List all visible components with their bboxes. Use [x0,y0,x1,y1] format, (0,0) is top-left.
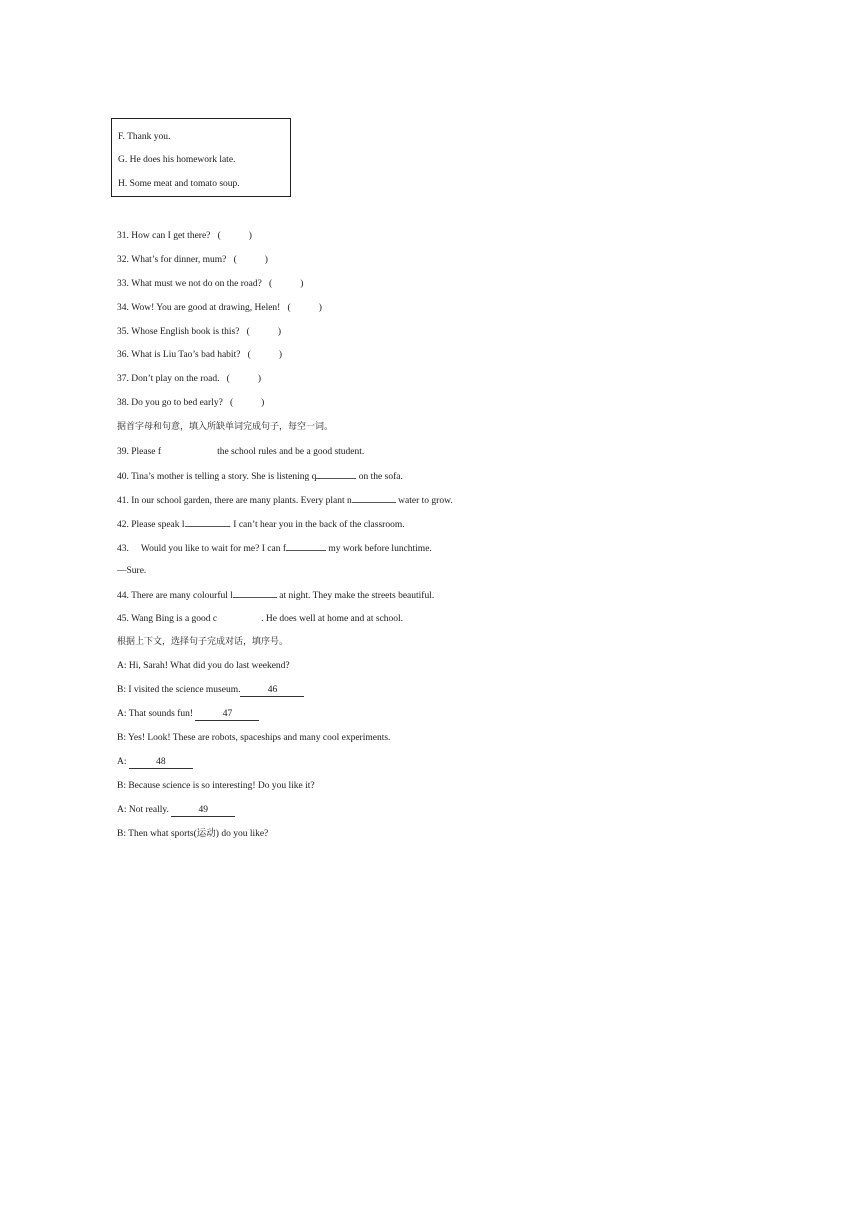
question-44: 44. There are many colourful l at night. They make the streets beautiful. [117,588,434,602]
question-35: 35. Whose English book is this? ( ) [117,326,286,338]
question-32: 32. What’s for dinner, mum? ( ) [117,254,273,266]
answer-paren: ( ) [217,231,252,241]
dialogue-line-3: A: That sounds fun! 47 [117,708,259,721]
question-31: 31. How can I get there? ( ) [117,230,257,242]
answer-paren: ( ) [226,374,262,384]
dialogue-line-8: B: Then what sports(运动) do you like? [117,829,269,839]
question-43-reply: —Sure. [117,566,147,576]
answer-blank-49[interactable]: 49 [171,805,235,817]
section-instruction-fill: 据首字母和句意，填入所缺单词完成句子，每空一词。 [117,422,334,432]
dialogue-line-5: A: 48 [117,756,193,769]
answer-paren: ( ) [233,255,268,265]
section-instruction-dialogue: 根据上下文，选择句子完成对话，填序号。 [117,637,289,647]
answer-blank-47[interactable]: 47 [195,709,259,721]
dialogue-line-4: B: Yes! Look! These are robots, spaceships and many cool experiments. [117,733,391,743]
question-39: 39. Please f the school rules and be a good student. [117,447,365,457]
question-43: 43. Would you like to wait for me? I can f my work before lunchtime. [117,541,432,555]
answer-blank[interactable] [352,493,396,503]
answer-blank[interactable] [286,541,326,551]
answer-blank[interactable] [316,469,356,479]
option-g: G. He does his homework late. [118,155,236,165]
answer-paren: ( ) [247,350,282,360]
answer-paren: ( ) [269,279,304,289]
question-33: 33. What must we not do on the road? ( ) [117,278,308,290]
answer-blank[interactable] [185,517,229,527]
question-45: 45. Wang Bing is a good c . He does well at home and at school. [117,614,404,624]
answer-paren: ( ) [246,327,281,337]
options-box [111,118,291,197]
question-41: 41. In our school garden, there are many plants. Every plant n water to grow. [117,493,453,507]
question-36: 36. What is Liu Tao’s bad habit? ( ) [117,349,287,361]
answer-blank-46[interactable]: 46 [240,685,304,697]
answer-paren: ( ) [230,398,265,408]
dialogue-line-2: B: I visited the science museum. 46 [117,684,304,697]
dialogue-line-1: A: Hi, Sarah! What did you do last weekend? [117,661,290,671]
option-h: H. Some meat and tomato soup. [118,179,240,189]
option-f: F. Thank you. [118,132,171,142]
dialogue-line-7: A: Not really. 49 [117,804,235,817]
question-34: 34. Wow! You are good at drawing, Helen! ( ) [117,302,327,314]
answer-paren: ( ) [287,303,322,313]
question-42: 42. Please speak l . I can’t hear you in the back of the classroom. [117,517,405,531]
dialogue-line-6: B: Because science is so interesting! Do you like it? [117,781,315,791]
answer-blank-48[interactable]: 48 [129,757,193,769]
question-40: 40. Tina’s mother is telling a story. She is listening q on the sofa. [117,469,403,483]
answer-blank[interactable] [233,588,277,598]
question-37: 37. Don’t play on the road. ( ) [117,373,266,385]
question-38: 38. Do you go to bed early? ( ) [117,397,269,409]
